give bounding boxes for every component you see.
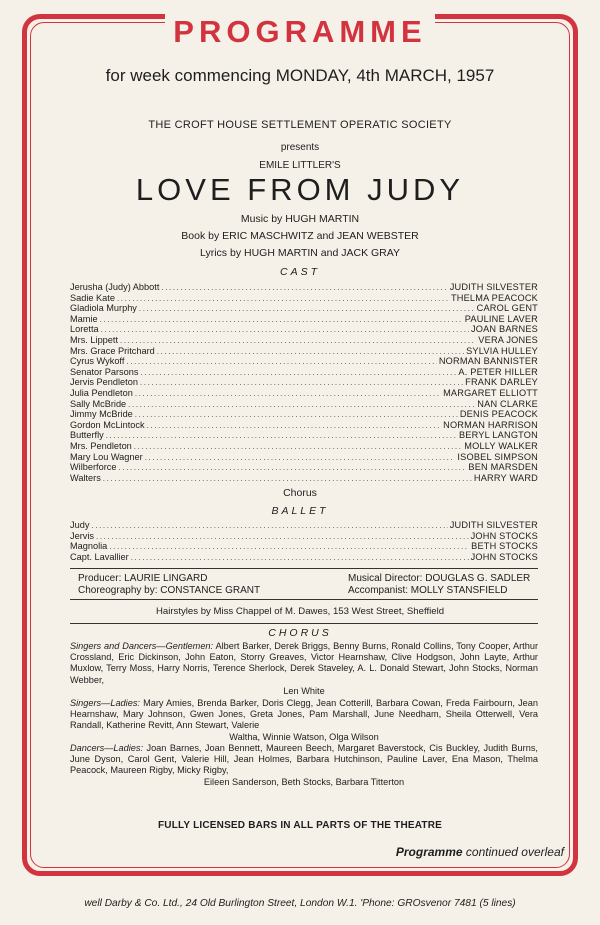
show-title: LOVE FROM JUDY	[135, 172, 465, 207]
leader-dots	[140, 368, 456, 379]
producer-credit: EMILE LITTLER'S	[259, 160, 341, 171]
credit-row	[70, 552, 538, 563]
credit-row	[70, 462, 538, 473]
role-name: Loretta	[70, 324, 99, 335]
credit-row	[70, 409, 538, 420]
actor-name: SYLVIA HULLEY	[466, 345, 538, 356]
credit-row	[70, 356, 538, 367]
actor-name: JOAN BARNES	[470, 324, 538, 335]
leader-dots	[161, 283, 447, 294]
week-line: for week commencing MONDAY, 4th MARCH, 1957	[105, 66, 495, 85]
actor-name: JOHN STOCKS	[470, 530, 538, 541]
role-name: Magnolia	[70, 541, 108, 552]
credit-row	[70, 520, 538, 531]
role-name: Mrs. Lippett	[70, 334, 118, 345]
actor-name: MARGARET ELLIOTT	[443, 387, 538, 398]
credit-row	[70, 420, 538, 431]
divider	[70, 599, 538, 600]
group-label: Singers and Dancers—Gentlemen:	[70, 641, 214, 651]
credit-row	[70, 335, 538, 346]
actor-name: DENIS PEACOCK	[459, 409, 538, 420]
credit-row	[70, 399, 538, 410]
role-name: Butterfly	[70, 430, 104, 441]
book-credit: Book by ERIC MASCHWITZ and JEAN WEBSTER	[181, 230, 419, 242]
ballet-list	[70, 520, 538, 562]
leader-dots	[126, 357, 436, 368]
leader-dots	[117, 294, 449, 305]
actor-name: PAULINE LAVER	[464, 313, 538, 324]
actor-name: NORMAN BANNISTER	[438, 356, 538, 367]
credit-row	[70, 367, 538, 378]
leader-dots	[131, 553, 469, 564]
society-name: THE CROFT HOUSE SETTLEMENT OPERATIC SOCIETY	[148, 119, 452, 131]
hairstyles-credit: Hairstyles by Miss Chappel of M. Dawes, 153 West Street, Sheffield	[155, 606, 445, 617]
leader-dots	[120, 336, 476, 347]
actor-name: MOLLY WALKER	[464, 440, 538, 451]
leader-dots	[147, 421, 442, 432]
actor-name: THELMA PEACOCK	[450, 292, 538, 303]
presents-line: presents	[280, 142, 320, 153]
leader-dots	[128, 400, 475, 411]
choreography-line: Choreography by: CONSTANCE GRANT	[78, 585, 261, 596]
role-name: Cyrus Wykoff	[70, 356, 125, 367]
group-label: Singers—Ladies:	[70, 698, 140, 708]
group-names-last: Eileen Sanderson, Beth Stocks, Barbara Titterton	[203, 776, 405, 787]
actor-name: A. PETER HILLER	[458, 366, 538, 377]
chorus-heading: CHORUS	[268, 627, 332, 639]
leader-dots	[135, 389, 441, 400]
leader-dots	[157, 347, 464, 358]
role-name: Mrs. Grace Pritchard	[70, 345, 155, 356]
cast-list	[70, 282, 538, 483]
actor-name: JOHN STOCKS	[470, 551, 538, 562]
role-name: Sadie Kate	[70, 292, 115, 303]
role-name: Mamie	[70, 313, 98, 324]
continued-overleaf	[396, 845, 564, 859]
role-name: Capt. Lavallier	[70, 551, 129, 562]
credit-row	[70, 282, 538, 293]
credit-row	[70, 473, 538, 484]
leader-dots	[101, 325, 469, 336]
role-name: Wilberforce	[70, 462, 117, 473]
leader-dots	[109, 542, 469, 553]
actor-name: JUDITH SILVESTER	[449, 282, 538, 292]
producer-credit-line: Producer: LAURIE LINGARD	[78, 573, 208, 584]
role-name: Jervis Pendleton	[70, 377, 138, 388]
credit-row	[70, 303, 538, 314]
programme-heading: PROGRAMME	[165, 14, 435, 50]
group-names: Joan Barnes, Joan Bennett, Maureen Beech, Margaret Baverstock, Cis Buckley, Judith Burns, June Dyson, Carol Gent, Valerie Hill, Jean Holmes, Barbara Hutchinson, Pauline Laver, Ena Mason, Thelma Peacock, Maureen Rigby, Micky Rigby,	[70, 743, 538, 776]
actor-name: HARRY WARD	[473, 472, 538, 483]
chorus-gentlemen	[70, 641, 538, 697]
role-name: Mrs. Pendleton	[70, 440, 132, 451]
credit-row	[70, 531, 538, 542]
group-names-last: Waltha, Winnie Watson, Olga Wilson	[229, 731, 379, 742]
credit-row	[70, 324, 538, 335]
credit-row	[70, 452, 538, 463]
leader-dots	[145, 453, 456, 464]
role-name: Jervis	[70, 530, 94, 541]
actor-name: NORMAN HARRISON	[443, 419, 538, 430]
leader-dots	[91, 521, 447, 532]
actor-name: VERA JONES	[478, 334, 538, 345]
cast-heading: CAST	[279, 266, 320, 278]
credit-row	[70, 388, 538, 399]
role-name: Jimmy McBride	[70, 409, 133, 420]
credit-row	[70, 541, 538, 552]
role-name: Gordon McLintock	[70, 419, 145, 430]
group-names: Mary Amies, Brenda Barker, Doris Clegg, Jean Cotterill, Barbara Cowan, Freda Fairbourn, Jean Hearnshaw, Mary Johnson, Gwen Jones, Greta Jones, Pam Marshall, June Needham, Sheila Otterwell, Vera Randall, Katherine Revitt, Ann Stewart, Valerie	[70, 698, 538, 731]
overleaf-rest: continued overleaf	[465, 845, 564, 859]
divider	[70, 623, 538, 624]
leader-dots	[140, 378, 463, 389]
ballet-heading: BALLET	[271, 505, 329, 517]
credit-row	[70, 441, 538, 452]
role-name: Julia Pendleton	[70, 387, 133, 398]
group-names-last: Len White	[283, 685, 325, 696]
leader-dots	[103, 474, 472, 485]
actor-name: NAN CLARKE	[477, 398, 538, 409]
actor-name: BERYL LANGTON	[458, 430, 538, 441]
actor-name: BEN MARSDEN	[468, 462, 538, 473]
bars-notice: FULLY LICENSED BARS IN ALL PARTS OF THE THEATRE	[157, 820, 443, 831]
group-label: Dancers—Ladies:	[70, 743, 144, 753]
music-credit: Music by HUGH MARTIN	[240, 213, 360, 225]
credit-row	[70, 346, 538, 357]
chorus-dancers-ladies	[70, 743, 538, 788]
credit-row	[70, 377, 538, 388]
accompanist-line: Accompanist: MOLLY STANSFIELD	[348, 585, 508, 596]
role-name: Senator Parsons	[70, 366, 139, 377]
group-names: Albert Barker, Derek Briggs, Benny Burns, Ronald Collins, Tony Cooper, Arthur Crossland, Eric Dickinson, John Eaton, Storry Greaves, Victor Hearnshaw, Clive Hodgson, John Layte, Arthur Muxlow, Terry Moss, Harry Norris, Terence Sherlock, Derek Staveley, A. L. Donald Stewart, John Stocks, Norman Webber,	[70, 641, 538, 685]
actor-name: BETH STOCKS	[471, 541, 538, 552]
actor-name: ISOBEL SIMPSON	[457, 451, 538, 462]
credit-row	[70, 430, 538, 441]
role-name: Judy	[70, 520, 90, 530]
musical-director-line: Musical Director: DOUGLAS G. SADLER	[348, 573, 531, 584]
printer-imprint: well Darby & Co. Ltd., 24 Old Burlington Street, London W.1. 'Phone: GROsvenor 7481 (5 lines)	[84, 898, 516, 909]
credit-row	[70, 314, 538, 325]
leader-dots	[134, 442, 462, 453]
leader-dots	[118, 463, 466, 474]
leader-dots	[100, 315, 463, 326]
divider	[70, 568, 538, 569]
role-name: Mary Lou Wagner	[70, 451, 143, 462]
actor-name: JUDITH SILVESTER	[449, 520, 538, 530]
leader-dots	[135, 410, 458, 421]
actor-name: CAROL GENT	[476, 303, 538, 314]
leader-dots	[106, 431, 457, 442]
credit-row	[70, 293, 538, 304]
leader-dots	[96, 532, 469, 543]
role-name: Sally McBride	[70, 398, 127, 409]
role-name: Gladiola Murphy	[70, 303, 137, 314]
chorus-singers-ladies	[70, 698, 538, 743]
chorus-label: Chorus	[283, 487, 317, 499]
lyrics-credit: Lyrics by HUGH MARTIN and JACK GRAY	[200, 247, 400, 259]
leader-dots	[139, 304, 475, 315]
actor-name: FRANK DARLEY	[465, 377, 538, 388]
role-name: Walters	[70, 472, 101, 483]
role-name: Jerusha (Judy) Abbott	[70, 282, 160, 292]
overleaf-bold: Programme	[395, 845, 463, 859]
